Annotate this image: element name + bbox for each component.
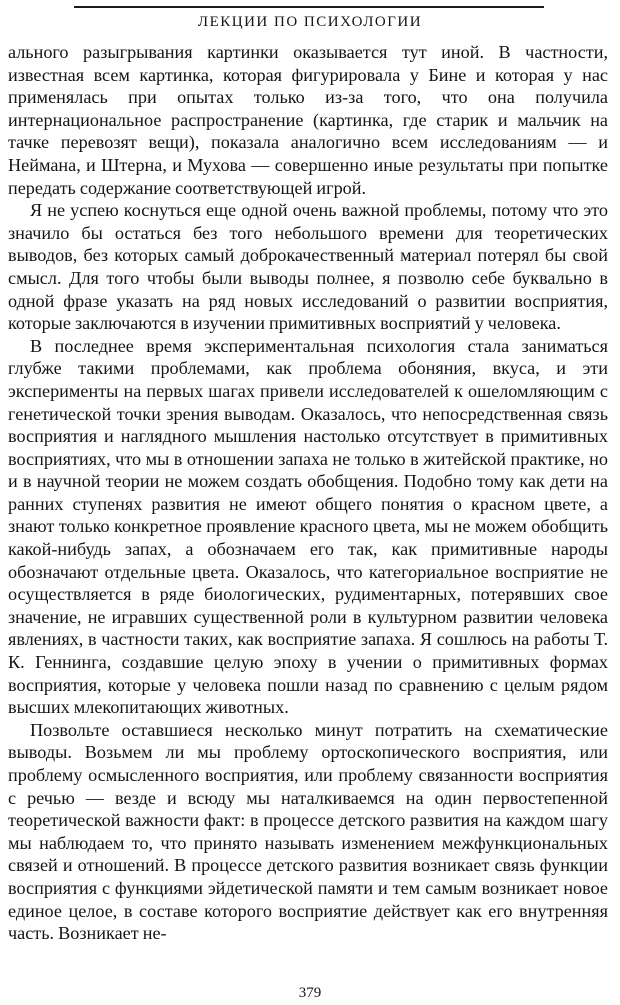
header-rule <box>74 6 544 8</box>
paragraph-continuation: ального разыгрывания картинки оказывается тут иной. В частности, известная всем картинка, которая фигурировала у Бине и которая у нас применялась при опытах только из-за того, что она получила интернациональное распространение (картинка, где старик и мальчик на тачке перевозят вещи), показала аналогично всем исследованиям — и Неймана, и Штерна, и Мухова — совершенно иные результаты при попытке передать содержание соответствующей игрой. <box>8 42 608 198</box>
body-text <box>8 41 608 945</box>
paragraph-conclusions: Позвольте оставшиеся несколько минут потратить на схематические выводы. Возьмем ли мы проблему ортоскопического восприятия, или проблему осмысленного восприятия, или проблему связанности восприятия с речью — везде и всюду мы наталкиваемся на один первостепенной теоретической важности факт: в процессе детского развития на каждом шагу мы наблюдаем то, что принято называть изменением межфункциональных связей и отношений. В процессе детского развития возникает связь функции восприятия с функциями эйдетической памяти и тем самым возникает новое единое целое, в составе которого восприятие действует как его внутренняя часть. Возникает не- <box>8 719 608 944</box>
paragraph-problem: Я не успею коснуться еще одной очень важной проблемы, потому что это значило бы остаться без того небольшого времени для теоретических выводов, без которых самый доброкачественный материал потерял бы свой смысл. Для того чтобы были выводы полнее, я позволю себе буквально в одной фразе указать на ряд новых исследований о развитии восприятия, которые заключаются в изучении примитивных восприятий у человека. <box>8 200 608 334</box>
running-title: ЛЕКЦИИ ПО ПСИХОЛОГИИ <box>197 14 423 30</box>
paragraph-primitive-perception: В последнее время экспериментальная психология стала заниматься глубже такими проблемами, как проблема обоняния, вкуса, и эти эксперименты на первых шагах привели исследователей к ошеломляющим с генетической точки зрения выводам. Оказалось, что непосредственная связь восприятия и наглядного мышления настолько отсутствует в примитивных восприятиях, что мы в отношении запаха не только в житейской практике, но и в научной теории не можем создать обобщения. Подобно тому как дети на ранних ступенях развития не имеют общего понятия о красном цвете, а знают только конкретное проявление красного цвета, мы не можем обобщить какой-нибудь запах, а обозначаем его так, как примитивные народы обозначают отдельные цвета. Оказалось, что категориальное восприятие не осуществляется в ряде биологических, рудиментарных, потерявших свое значение, не игравших существенной роли в культурном развитии человека явлениях, в частности таких, как восприятие запаха. Я сошлюсь на работы Т. К. Геннинга, создавшие целую эпоху в учении о примитивных формах восприятия, которые у человека пошли назад по сравнению с целым рядом высших млекопитающих животных. <box>8 335 608 718</box>
page-number: 379 <box>298 985 322 1001</box>
